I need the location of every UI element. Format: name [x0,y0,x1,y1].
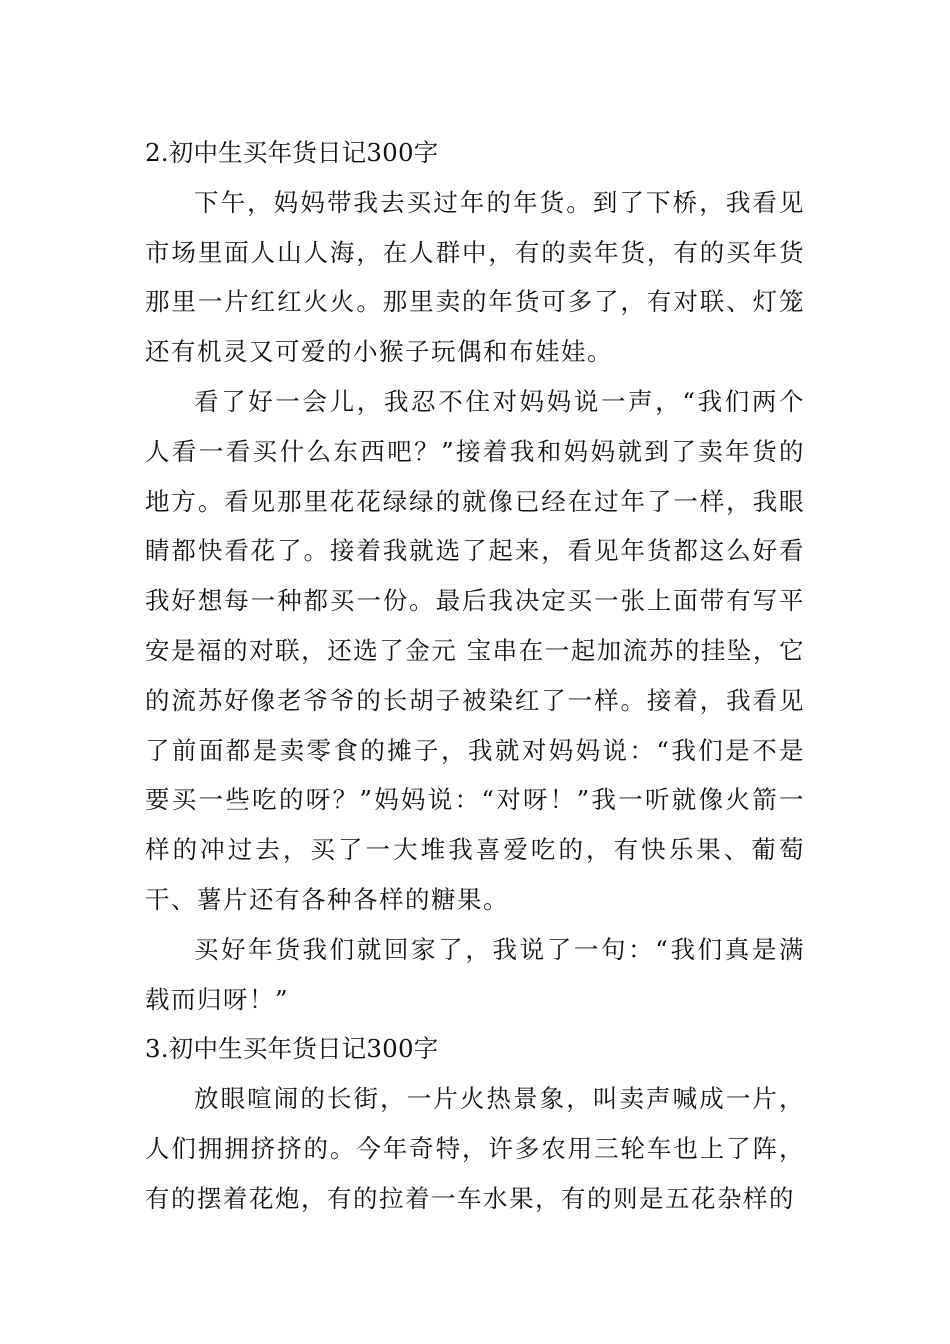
entry-2-title: 2.初中生买年货日记300字 [145,138,439,167]
entry-2-paragraph-3: 买好年货我们就回家了，我说了一句：“我们真是满载而归呀！” [145,934,805,1014]
entry-3-paragraph-1: 放眼喧闹的长街，一片火热景象，叫卖声喊成一片，人们拥拥挤挤的。今年奇特，许多农用三轮车也上了阵，有的摆着花炮，有的拉着一车水果，有的则是五花杂样的 [145,1084,805,1213]
entry-2-paragraph-1: 下午，妈妈带我去买过年的年货。到了下桥，我看见市场里面人山人海，在人群中，有的卖年货，有的买年货那里一片红红火火。那里卖的年货可多了，有对联、灯笼还有机灵又可爱的小猴子玩偶和布娃娃。 [145,187,805,367]
diary-entry-2 [145,128,805,1024]
document-page [145,128,805,1224]
entry-2-paragraph-2: 看了好一会儿，我忍不住对妈妈说一声，“我们两个人看一看买什么东西吧？”接着我和妈妈就到了卖年货的地方。看见那里花花绿绿的就像已经在过年了一样，我眼睛都快看花了。接着我就选了起来，看见年货都这么好看我好想每一种都买一份。最后我决定买一张上面带有写平安是福的对联，还选了金元 宝串在一起加流苏的挂坠，它的流苏好像老爷爷的长胡子被染红了一样。接着，我看见了前面都是卖零食的摊子，我就对妈妈说：“我们是不是要买一些吃的呀？”妈妈说：“对呀！”我一听就像火箭一样的冲过去，买了一大堆我喜爱吃的，有快乐果、葡萄干、薯片还有各种各样的糖果。 [145,386,805,914]
diary-entry-3 [145,1024,805,1223]
entry-3-title: 3.初中生买年货日记300字 [145,1034,439,1064]
